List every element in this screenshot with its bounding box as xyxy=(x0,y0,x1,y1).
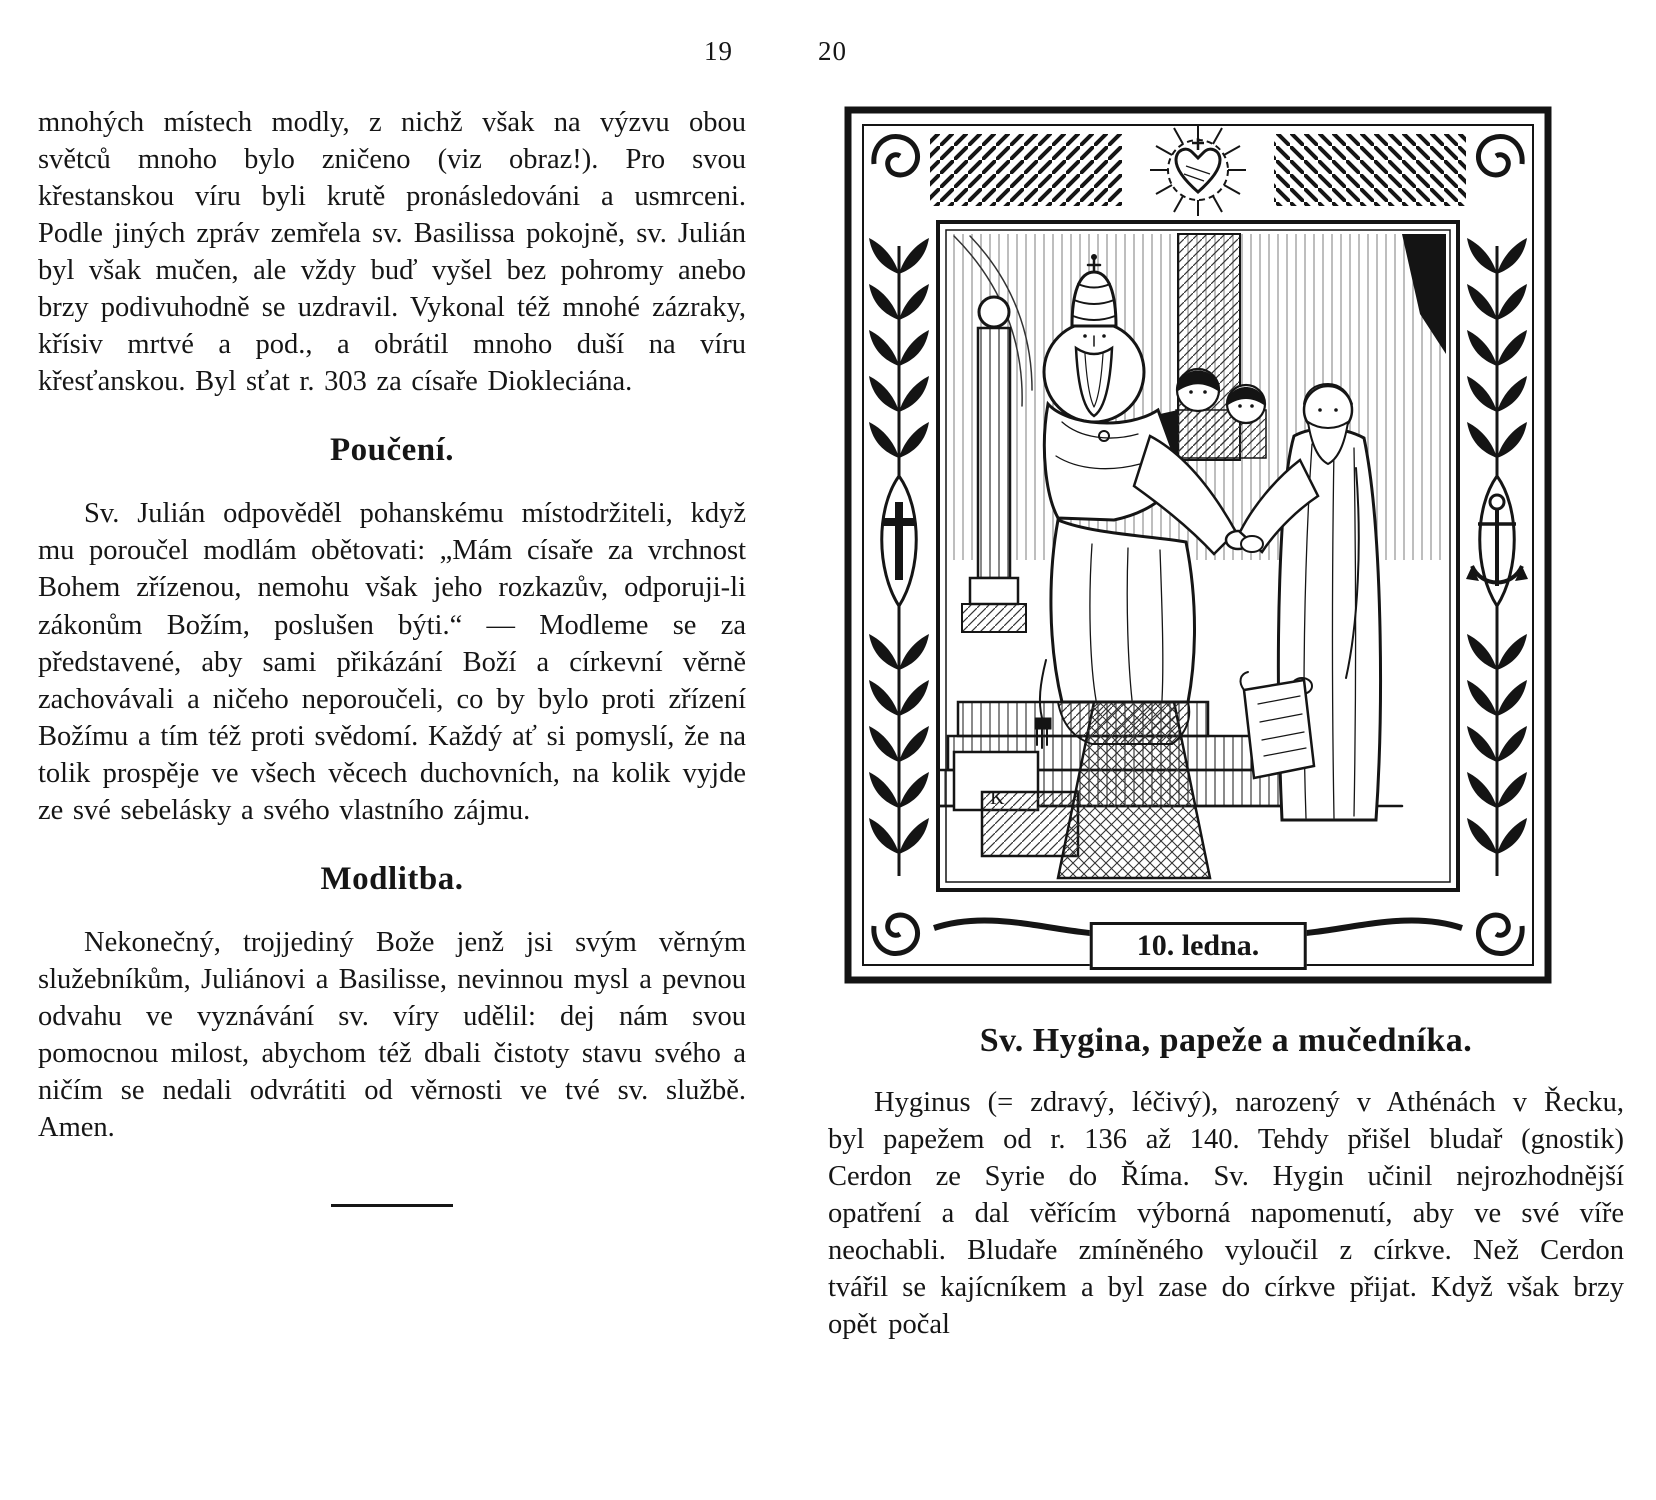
section-body-pouceni: Sv. Julián odpověděl pohanskému místodržiteli, když mu poroučel modlám obětovati: „Mám císaře za vrchnost Bohem zřízenou, nemohu však jeho rozkazův, odporuji-li zákonům Božím, poslušen býti.“ — Modleme se za představené, aby sami přikázání Boží a církevní věrně zachovávali a ničeho neporoučeli, co by bylo proti zřízení Božímu a tím též proti svědomí. Každý ať si pomyslí, že na tolik prospěje ve všech věcech duchovních, na kolik vyjde ze své sebelásky a svého vlastního zájmu. xyxy=(38,498,746,826)
section-heading-modlitba: Modlitba. xyxy=(320,860,464,897)
page-right xyxy=(828,0,1624,1343)
section-body-modlitba: Nekonečný, trojjediný Bože jenž jsi svým věrným služebníkům, Juliánovi a Basilisse, nevinnou mysl a pevnou odvahu ve vyznávání sv. víry udělil: dej nám svou pomocnou milost, abychom též dbali čistoty stavu svého a ničím se nedali odvrátiti od věrnosti ve tvé sv. službě. Amen. xyxy=(38,926,746,1144)
chapter-heading-hyginus: Sv. Hygina, papeže a mučedníka. xyxy=(979,1022,1473,1059)
scene-pope-hyginus xyxy=(938,234,1446,878)
chapter-body-hyginus: Hyginus (= zdravý, léčivý), narozený v Athénách v Řecku, byl papežem od r. 136 až 140. Tehdy přišel bludař (gnostik) Cerdon ze Syrie do Říma. Sv. Hygin učinil nejrozhodnější opatření a dal věřícím výborná napomenutí, aby ve své víře neochabli. Bludaře zmíněného vyloučil z církve. Než Cerdon tvářil se kajícníkem a byl zase do církve přijat. Když však brzy opět počal xyxy=(828,1087,1624,1341)
woodcut-plate-svg xyxy=(842,104,1554,986)
continuation-paragraph: mnohých místech modly, z nichž však na výzvu obou světců mnoho bylo zničeno (viz obraz!). Pro svou křestanskou víru byli krutě pronásledováni a usmrceni. Podle jiných zpráv zemřela sv. Basilissa pokojně, sv. Julián byl však mučen, ale vždy buď vyšel bez pohromy anebo brzy podivuhodně se uzdravil. Vykonal též mnohé zázraky, křísiv mrtvé a pod., a obrátil mnoho duší na víru křesťanskou. Byl sťat r. 303 za císaře Diokleciána. xyxy=(38,107,746,398)
page-left xyxy=(38,0,746,1207)
page-number-right: 20 xyxy=(818,36,847,66)
section-heading-pouceni: Poučení. xyxy=(329,432,455,469)
illustration-caption: 10. ledna. xyxy=(1090,922,1307,970)
section-divider-rule xyxy=(331,1204,453,1207)
scroll xyxy=(1241,672,1314,778)
artist-signature: K xyxy=(990,787,1005,809)
page-number-left: 19 xyxy=(704,36,733,66)
woodcut-illustration xyxy=(842,104,1554,986)
